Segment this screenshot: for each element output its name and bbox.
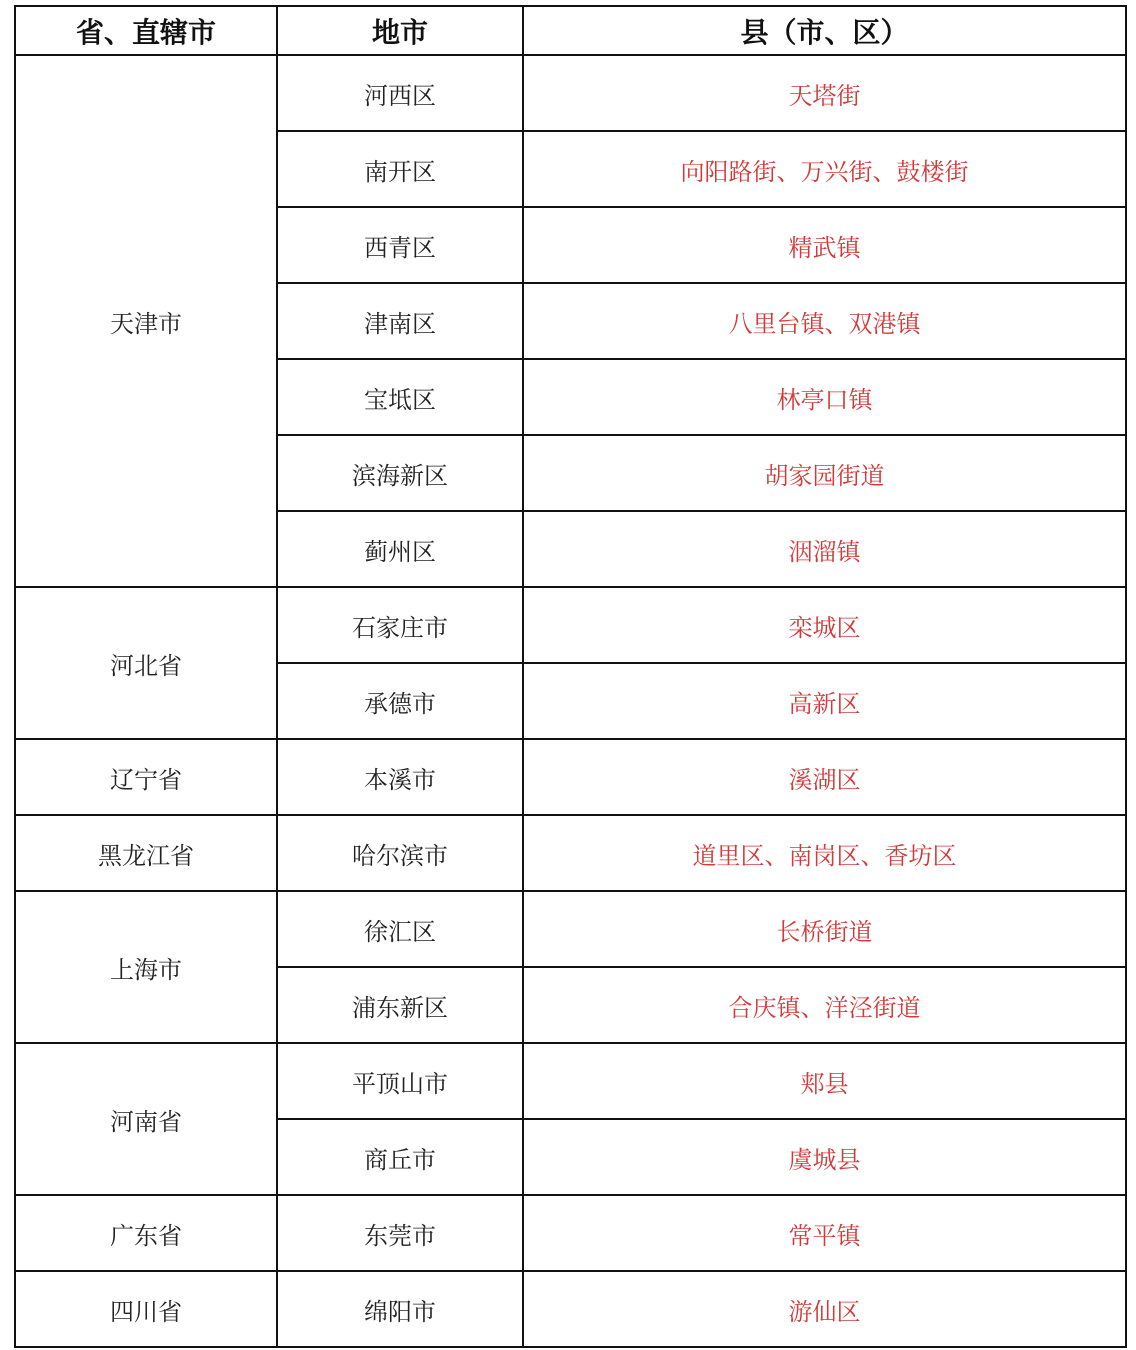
region-table <box>14 5 1127 1348</box>
city-cell: 蓟州区 <box>277 511 523 587</box>
province-cell: 黑龙江省 <box>15 815 277 891</box>
county-cell: 高新区 <box>523 663 1126 739</box>
county-cell: 长桥街道 <box>523 891 1126 967</box>
county-cell: 胡家园街道 <box>523 435 1126 511</box>
table-row <box>15 55 1126 131</box>
header-province: 省、直辖市 <box>15 6 277 55</box>
city-cell: 津南区 <box>277 283 523 359</box>
city-cell: 徐汇区 <box>277 891 523 967</box>
city-cell: 浦东新区 <box>277 967 523 1043</box>
county-cell: 道里区、南岗区、香坊区 <box>523 815 1126 891</box>
province-cell: 辽宁省 <box>15 739 277 815</box>
county-cell: 精武镇 <box>523 207 1126 283</box>
city-cell: 商丘市 <box>277 1119 523 1195</box>
county-cell: 天塔街 <box>523 55 1126 131</box>
city-cell: 滨海新区 <box>277 435 523 511</box>
header-county: 县（市、区） <box>523 6 1126 55</box>
table-row <box>15 1271 1126 1347</box>
table-row <box>15 739 1126 815</box>
table-row <box>15 1195 1126 1271</box>
city-cell: 南开区 <box>277 131 523 207</box>
county-cell: 八里台镇、双港镇 <box>523 283 1126 359</box>
county-cell: 林亭口镇 <box>523 359 1126 435</box>
header-city: 地市 <box>277 6 523 55</box>
header-row <box>15 6 1126 55</box>
county-cell: 合庆镇、洋泾街道 <box>523 967 1126 1043</box>
province-cell: 上海市 <box>15 891 277 1043</box>
city-cell: 平顶山市 <box>277 1043 523 1119</box>
city-cell: 东莞市 <box>277 1195 523 1271</box>
city-cell: 河西区 <box>277 55 523 131</box>
province-cell: 广东省 <box>15 1195 277 1271</box>
city-cell: 承德市 <box>277 663 523 739</box>
county-cell: 溪湖区 <box>523 739 1126 815</box>
county-cell: 栾城区 <box>523 587 1126 663</box>
city-cell: 西青区 <box>277 207 523 283</box>
province-cell: 河北省 <box>15 587 277 739</box>
city-cell: 本溪市 <box>277 739 523 815</box>
province-cell: 天津市 <box>15 55 277 587</box>
province-cell: 河南省 <box>15 1043 277 1195</box>
county-cell: 虞城县 <box>523 1119 1126 1195</box>
city-cell: 哈尔滨市 <box>277 815 523 891</box>
county-cell: 郏县 <box>523 1043 1126 1119</box>
county-cell: 常平镇 <box>523 1195 1126 1271</box>
county-cell: 游仙区 <box>523 1271 1126 1347</box>
province-cell: 四川省 <box>15 1271 277 1347</box>
city-cell: 宝坻区 <box>277 359 523 435</box>
county-cell: 洇溜镇 <box>523 511 1126 587</box>
table-row <box>15 587 1126 663</box>
city-cell: 石家庄市 <box>277 587 523 663</box>
table-body <box>15 55 1126 1347</box>
table-row <box>15 815 1126 891</box>
city-cell: 绵阳市 <box>277 1271 523 1347</box>
table-row <box>15 891 1126 967</box>
county-cell: 向阳路街、万兴街、鼓楼街 <box>523 131 1126 207</box>
table-row <box>15 1043 1126 1119</box>
